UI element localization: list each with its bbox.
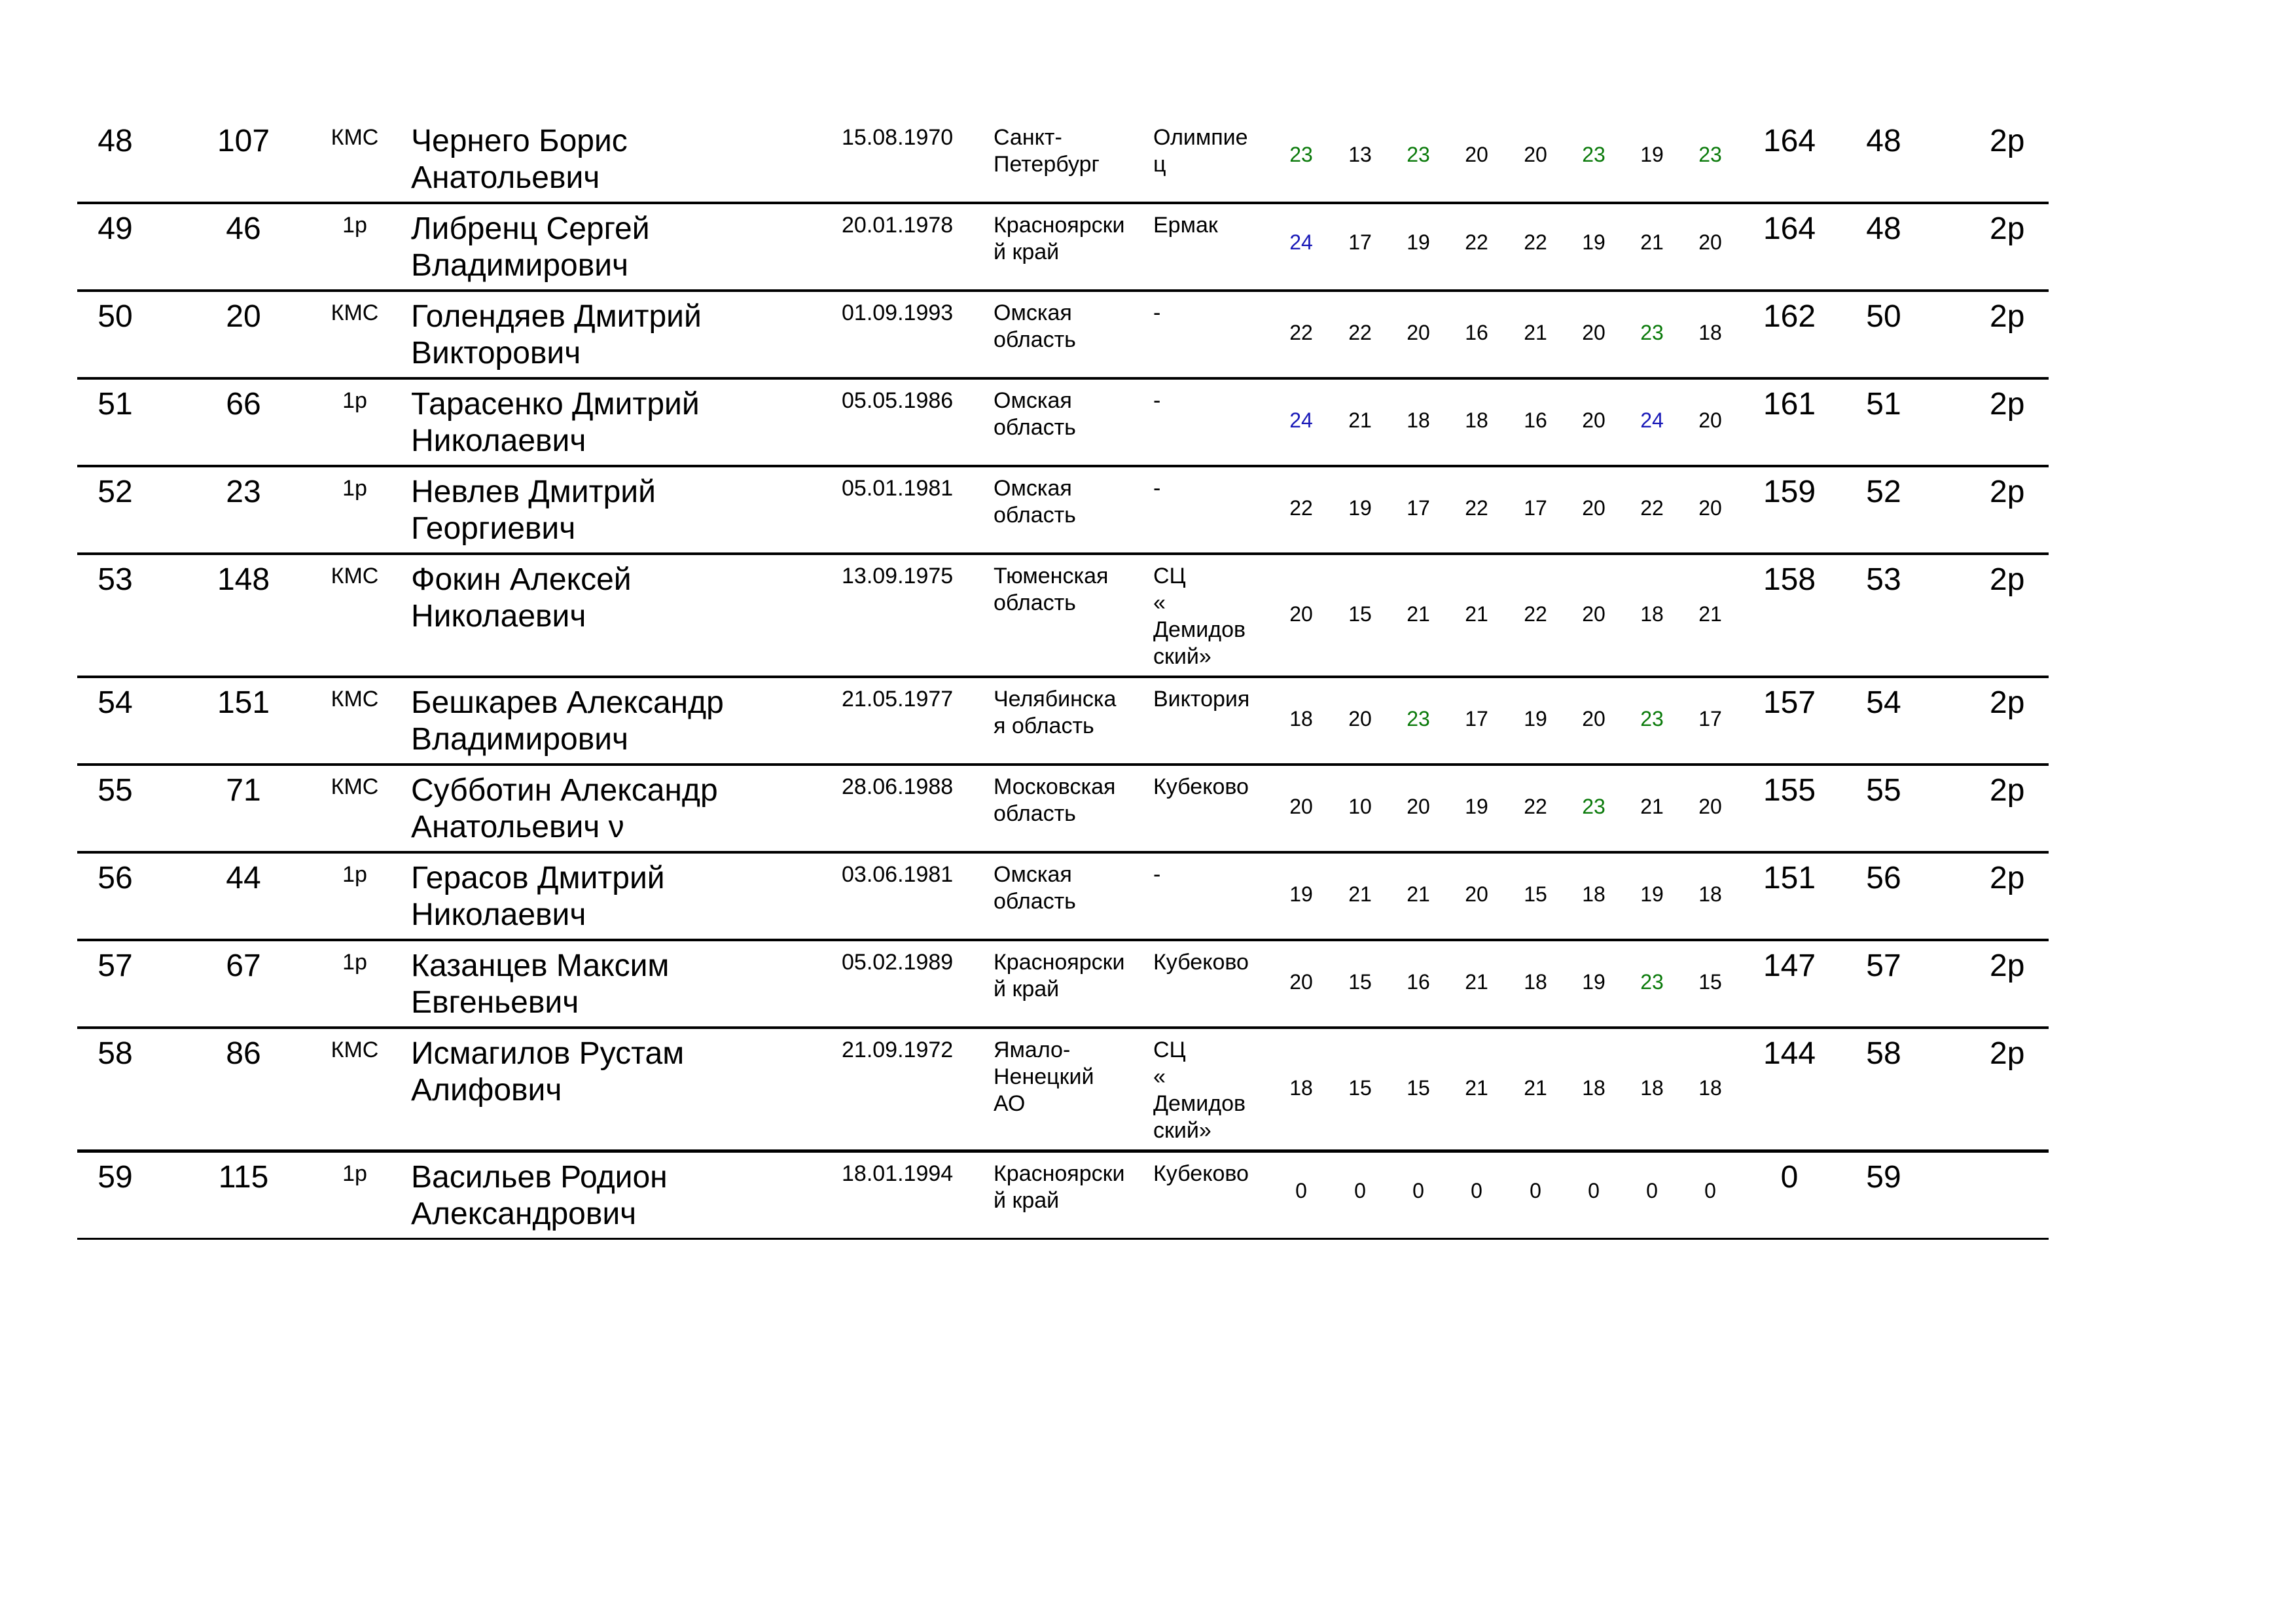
series-score: 21 xyxy=(1348,408,1372,432)
series-score: 0 xyxy=(1295,1179,1307,1202)
series-score: 20 xyxy=(1698,230,1722,254)
series-score: 0 xyxy=(1354,1179,1366,1202)
birth-date: 28.06.1988 xyxy=(842,774,954,799)
series-score: 20 xyxy=(1465,882,1488,906)
series-score: 22 xyxy=(1289,496,1313,520)
total-score: 158 xyxy=(1763,562,1816,597)
athlete-name: Казанцев Максим Евгеньевич xyxy=(411,948,670,1020)
series-score: 10 xyxy=(1348,795,1372,818)
club: - xyxy=(1153,300,1161,325)
series-score: 23 xyxy=(1407,707,1430,731)
sport-rank: КМС xyxy=(331,300,379,325)
athlete-name: Васильев Родион Александрович xyxy=(411,1160,668,1231)
table-row xyxy=(77,1029,2049,1153)
bib-number: 46 xyxy=(226,211,261,246)
qualification-category: 2р xyxy=(1990,1036,2025,1071)
final-place: 58 xyxy=(1866,1036,1901,1071)
club: Ермак xyxy=(1153,213,1218,238)
region: Омская область xyxy=(994,300,1076,352)
series-score: 21 xyxy=(1407,882,1430,906)
birth-date: 21.05.1977 xyxy=(842,687,954,712)
bib-number: 67 xyxy=(226,948,261,983)
series-score: 18 xyxy=(1698,1076,1722,1100)
qualification-category: 2р xyxy=(1990,211,2025,246)
table-row xyxy=(77,380,2049,467)
series-score: 24 xyxy=(1640,408,1664,432)
final-place: 48 xyxy=(1866,124,1901,158)
athlete-name: Бешкарев Александр Владимирович xyxy=(411,685,724,757)
series-score: 22 xyxy=(1465,496,1488,520)
place-cell: 59 xyxy=(98,1160,133,1195)
region: Красноярски й край xyxy=(994,213,1125,264)
total-score: 151 xyxy=(1763,861,1816,895)
region: Красноярски й край xyxy=(994,950,1125,1001)
sport-rank: КМС xyxy=(331,1038,379,1062)
series-score: 15 xyxy=(1348,970,1372,994)
club: Кубеково xyxy=(1153,1161,1249,1186)
athlete-name: Голендяев Дмитрий Викторович xyxy=(411,299,702,370)
birth-date: 13.09.1975 xyxy=(842,564,954,588)
series-score: 15 xyxy=(1348,1076,1372,1100)
series-score: 19 xyxy=(1582,970,1605,994)
sport-rank: КМС xyxy=(331,774,379,799)
athlete-name: Чернего Борис Анатольевич xyxy=(411,124,628,195)
series-score: 23 xyxy=(1289,143,1313,166)
series-score: 21 xyxy=(1698,602,1722,626)
total-score: 157 xyxy=(1763,685,1816,720)
series-score: 19 xyxy=(1582,230,1605,254)
table-row xyxy=(77,678,2049,766)
series-score: 20 xyxy=(1582,321,1605,344)
series-score: 0 xyxy=(1530,1179,1541,1202)
sport-rank: 1р xyxy=(342,950,367,975)
athlete-name: Фокин Алексей Николаевич xyxy=(411,562,632,634)
table-row xyxy=(77,941,2049,1029)
table-row xyxy=(77,1153,2049,1240)
qualification-category: 2р xyxy=(1990,773,2025,808)
total-score: 164 xyxy=(1763,211,1816,246)
series-score: 22 xyxy=(1289,321,1313,344)
series-score: 19 xyxy=(1640,882,1664,906)
series-score: 18 xyxy=(1640,602,1664,626)
place-cell: 58 xyxy=(98,1036,133,1071)
series-score: 18 xyxy=(1640,1076,1664,1100)
series-score: 18 xyxy=(1524,970,1547,994)
sport-rank: 1р xyxy=(342,213,367,238)
series-score: 20 xyxy=(1289,970,1313,994)
series-score: 18 xyxy=(1582,882,1605,906)
series-score: 20 xyxy=(1582,707,1605,731)
series-score: 17 xyxy=(1465,707,1488,731)
athlete-name: Невлев Дмитрий Георгиевич xyxy=(411,475,656,546)
series-score: 19 xyxy=(1524,707,1547,731)
athlete-name: Герасов Дмитрий Николаевич xyxy=(411,861,665,932)
series-score: 16 xyxy=(1465,321,1488,344)
region: Красноярски й край xyxy=(994,1161,1125,1213)
bib-number: 71 xyxy=(226,773,261,808)
club: Олимпие ц xyxy=(1153,125,1248,177)
sport-rank: 1р xyxy=(342,1161,367,1186)
place-cell: 56 xyxy=(98,861,133,895)
series-score: 24 xyxy=(1289,408,1313,432)
series-score: 20 xyxy=(1465,143,1488,166)
total-score: 0 xyxy=(1780,1160,1799,1195)
region: Омская область xyxy=(994,476,1076,528)
series-score: 18 xyxy=(1698,321,1722,344)
series-score: 18 xyxy=(1289,1076,1313,1100)
series-score: 0 xyxy=(1412,1179,1424,1202)
series-score: 20 xyxy=(1582,496,1605,520)
qualification-category: 2р xyxy=(1990,562,2025,597)
series-score: 22 xyxy=(1524,795,1547,818)
final-place: 54 xyxy=(1866,685,1901,720)
series-score: 17 xyxy=(1407,496,1430,520)
table-row xyxy=(77,204,2049,292)
athlete-name: Тарасенко Дмитрий Николаевич xyxy=(411,387,700,458)
club: Кубеково xyxy=(1153,950,1249,975)
bib-number: 151 xyxy=(217,685,270,720)
place-cell: 48 xyxy=(98,124,133,158)
series-score: 0 xyxy=(1704,1179,1716,1202)
sport-rank: 1р xyxy=(342,862,367,887)
club: СЦ « Демидов ский» xyxy=(1153,564,1246,669)
series-score: 20 xyxy=(1582,602,1605,626)
club: - xyxy=(1153,476,1161,501)
table-row xyxy=(77,117,2049,204)
series-score: 13 xyxy=(1348,143,1372,166)
total-score: 155 xyxy=(1763,773,1816,808)
series-score: 20 xyxy=(1407,321,1430,344)
birth-date: 05.01.1981 xyxy=(842,476,954,501)
series-score: 19 xyxy=(1289,882,1313,906)
series-score: 16 xyxy=(1407,970,1430,994)
final-place: 48 xyxy=(1866,211,1901,246)
series-score: 20 xyxy=(1698,408,1722,432)
qualification-category: 2р xyxy=(1990,387,2025,422)
series-score: 15 xyxy=(1698,970,1722,994)
sport-rank: КМС xyxy=(331,687,379,712)
table-row xyxy=(77,292,2049,380)
series-score: 18 xyxy=(1582,1076,1605,1100)
series-score: 21 xyxy=(1640,795,1664,818)
series-score: 20 xyxy=(1582,408,1605,432)
table-row xyxy=(77,555,2049,678)
series-score: 20 xyxy=(1289,602,1313,626)
place-cell: 49 xyxy=(98,211,133,246)
final-place: 53 xyxy=(1866,562,1901,597)
table-row xyxy=(77,854,2049,941)
birth-date: 01.09.1993 xyxy=(842,300,954,325)
total-score: 159 xyxy=(1763,475,1816,509)
series-score: 22 xyxy=(1524,230,1547,254)
birth-date: 20.01.1978 xyxy=(842,213,954,238)
bib-number: 86 xyxy=(226,1036,261,1071)
series-score: 18 xyxy=(1407,408,1430,432)
bib-number: 44 xyxy=(226,861,261,895)
bib-number: 23 xyxy=(226,475,261,509)
series-score: 23 xyxy=(1640,970,1664,994)
series-score: 22 xyxy=(1465,230,1488,254)
place-cell: 57 xyxy=(98,948,133,983)
total-score: 144 xyxy=(1763,1036,1816,1071)
bib-number: 115 xyxy=(218,1160,269,1195)
qualification-category: 2р xyxy=(1990,861,2025,895)
series-score: 19 xyxy=(1348,496,1372,520)
birth-date: 21.09.1972 xyxy=(842,1038,954,1062)
results-table xyxy=(77,117,2049,1240)
final-place: 57 xyxy=(1866,948,1901,983)
birth-date: 03.06.1981 xyxy=(842,862,954,887)
region: Санкт- Петербург xyxy=(994,125,1100,177)
series-score: 18 xyxy=(1289,707,1313,731)
region: Ямало- Ненецкий АО xyxy=(994,1038,1094,1116)
series-score: 20 xyxy=(1348,707,1372,731)
final-place: 51 xyxy=(1866,387,1901,422)
series-score: 22 xyxy=(1640,496,1664,520)
series-score: 21 xyxy=(1348,882,1372,906)
series-score: 17 xyxy=(1524,496,1547,520)
series-score: 23 xyxy=(1582,795,1605,818)
sport-rank: 1р xyxy=(342,476,367,501)
qualification-category: 2р xyxy=(1990,685,2025,720)
total-score: 164 xyxy=(1763,124,1816,158)
birth-date: 18.01.1994 xyxy=(842,1161,954,1186)
place-cell: 54 xyxy=(98,685,133,720)
table-row xyxy=(77,467,2049,555)
series-score: 15 xyxy=(1524,882,1547,906)
place-cell: 55 xyxy=(98,773,133,808)
total-score: 147 xyxy=(1763,948,1816,983)
series-score: 24 xyxy=(1289,230,1313,254)
series-score: 21 xyxy=(1407,602,1430,626)
series-score: 19 xyxy=(1407,230,1430,254)
series-score: 21 xyxy=(1524,321,1547,344)
qualification-category: 2р xyxy=(1990,948,2025,983)
region: Челябинска я область xyxy=(994,687,1117,738)
place-cell: 50 xyxy=(98,299,133,334)
series-score: 23 xyxy=(1582,143,1605,166)
club: Кубеково xyxy=(1153,774,1249,799)
place-cell: 53 xyxy=(98,562,133,597)
series-score: 22 xyxy=(1524,602,1547,626)
series-score: 18 xyxy=(1698,882,1722,906)
series-score: 0 xyxy=(1471,1179,1482,1202)
bib-number: 20 xyxy=(226,299,261,334)
series-score: 0 xyxy=(1646,1179,1658,1202)
club: - xyxy=(1153,388,1161,413)
series-score: 23 xyxy=(1640,321,1664,344)
athlete-name: Субботин Александр Анатольевич ν xyxy=(411,773,718,844)
series-score: 17 xyxy=(1348,230,1372,254)
birth-date: 15.08.1970 xyxy=(842,125,954,150)
final-place: 56 xyxy=(1866,861,1901,895)
birth-date: 05.05.1986 xyxy=(842,388,954,413)
series-score: 23 xyxy=(1698,143,1722,166)
series-score: 19 xyxy=(1465,795,1488,818)
series-score: 15 xyxy=(1407,1076,1430,1100)
series-score: 20 xyxy=(1524,143,1547,166)
series-score: 16 xyxy=(1524,408,1547,432)
region: Омская область xyxy=(994,862,1076,914)
place-cell: 51 xyxy=(98,387,133,422)
series-score: 18 xyxy=(1465,408,1488,432)
series-score: 23 xyxy=(1640,707,1664,731)
final-place: 50 xyxy=(1866,299,1901,334)
series-score: 20 xyxy=(1698,795,1722,818)
series-score: 21 xyxy=(1524,1076,1547,1100)
qualification-category: 2р xyxy=(1990,299,2025,334)
sport-rank: КМС xyxy=(331,125,379,150)
series-score: 22 xyxy=(1348,321,1372,344)
series-score: 21 xyxy=(1465,970,1488,994)
series-score: 0 xyxy=(1588,1179,1600,1202)
sport-rank: КМС xyxy=(331,564,379,588)
series-score: 21 xyxy=(1465,602,1488,626)
series-score: 20 xyxy=(1698,496,1722,520)
series-score: 20 xyxy=(1407,795,1430,818)
qualification-category: 2р xyxy=(1990,124,2025,158)
table-row xyxy=(77,766,2049,854)
series-score: 19 xyxy=(1640,143,1664,166)
final-place: 59 xyxy=(1866,1160,1901,1195)
club: - xyxy=(1153,862,1161,887)
region: Тюменская область xyxy=(994,564,1109,615)
final-place: 52 xyxy=(1866,475,1901,509)
birth-date: 05.02.1989 xyxy=(842,950,954,975)
region: Омская область xyxy=(994,388,1076,440)
series-score: 23 xyxy=(1407,143,1430,166)
total-score: 162 xyxy=(1763,299,1816,334)
sport-rank: 1р xyxy=(342,388,367,413)
athlete-name: Исмагилов Рустам Алифович xyxy=(411,1036,685,1108)
final-place: 55 xyxy=(1866,773,1901,808)
total-score: 161 xyxy=(1763,387,1816,422)
series-score: 20 xyxy=(1289,795,1313,818)
bib-number: 107 xyxy=(217,124,270,158)
club: Виктория xyxy=(1153,687,1250,712)
series-score: 21 xyxy=(1465,1076,1488,1100)
series-score: 21 xyxy=(1640,230,1664,254)
series-score: 15 xyxy=(1348,602,1372,626)
place-cell: 52 xyxy=(98,475,133,509)
bib-number: 66 xyxy=(226,387,261,422)
club: СЦ « Демидов ский» xyxy=(1153,1038,1246,1143)
bib-number: 148 xyxy=(217,562,270,597)
qualification-category: 2р xyxy=(1990,475,2025,509)
region: Московская область xyxy=(994,774,1116,826)
series-score: 17 xyxy=(1698,707,1722,731)
athlete-name: Либренц Сергей Владимирович xyxy=(411,211,650,283)
